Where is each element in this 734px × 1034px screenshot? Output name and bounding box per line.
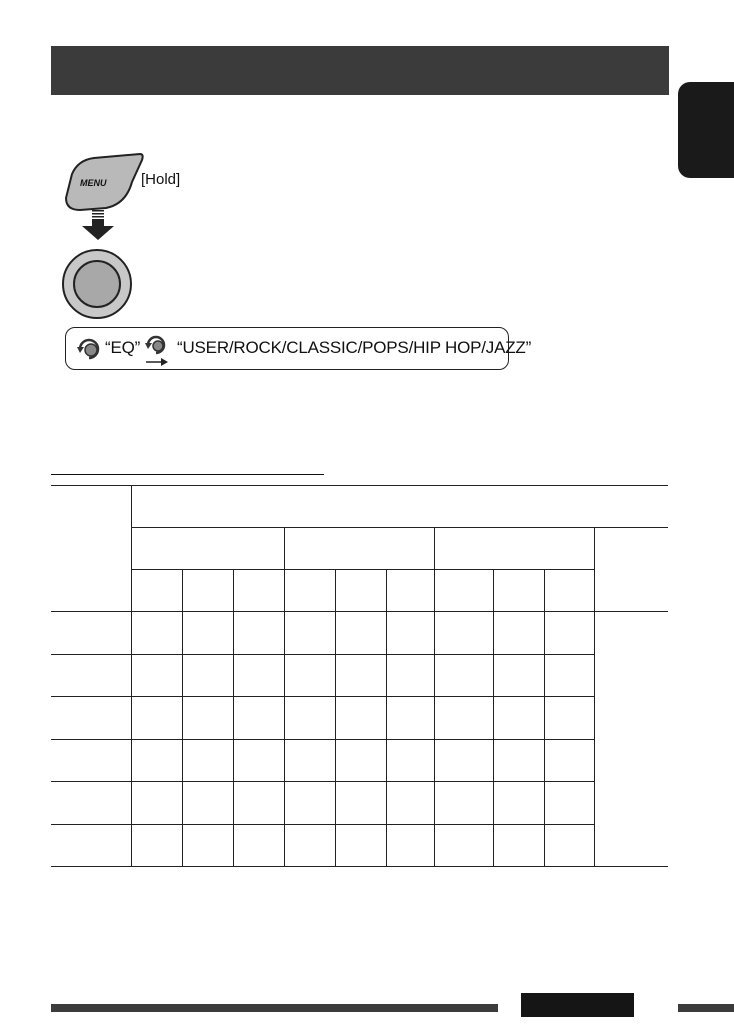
table-cell xyxy=(284,824,335,867)
table-cell xyxy=(131,739,182,782)
table-cell xyxy=(284,612,335,655)
table-header-cell xyxy=(131,528,284,570)
table-header-cell xyxy=(131,486,668,528)
table-cell xyxy=(544,824,594,867)
table-cell xyxy=(544,782,594,825)
table-cell xyxy=(434,612,493,655)
footer-rule-right xyxy=(678,1004,734,1012)
table-cell xyxy=(233,654,284,697)
table-cell xyxy=(131,697,182,740)
table-cell xyxy=(51,612,131,655)
page-number-box xyxy=(521,993,634,1017)
table-cell xyxy=(335,782,386,825)
table-cell xyxy=(335,739,386,782)
table-cell xyxy=(182,697,233,740)
table-cell xyxy=(131,782,182,825)
table-cell xyxy=(434,824,493,867)
hold-label: [Hold] xyxy=(141,171,181,188)
eq-modes-label: “USER/ROCK/CLASSIC/POPS/HIP HOP/JAZZ” xyxy=(177,338,532,357)
table-cell xyxy=(493,612,544,655)
table-header-row xyxy=(51,528,668,570)
table-header-cell xyxy=(284,570,335,612)
table-row xyxy=(51,782,668,825)
table-cell xyxy=(434,697,493,740)
table-cell xyxy=(493,739,544,782)
table-cell xyxy=(386,697,434,740)
table-cell xyxy=(51,782,131,825)
table-header-cell xyxy=(335,570,386,612)
table-header-cell xyxy=(544,570,594,612)
table-cell xyxy=(284,782,335,825)
table-row xyxy=(51,612,668,655)
table-cell xyxy=(51,739,131,782)
table-header-cell xyxy=(434,528,594,570)
table-cell xyxy=(544,654,594,697)
table-header-cell xyxy=(594,528,668,612)
menu-button-icon xyxy=(62,152,152,212)
table-cell xyxy=(335,824,386,867)
table-cell xyxy=(434,739,493,782)
table-header-cell xyxy=(434,570,493,612)
table-cell xyxy=(434,654,493,697)
table-cell xyxy=(182,824,233,867)
table-cell xyxy=(544,612,594,655)
table-header-cell xyxy=(131,570,182,612)
table-header-cell xyxy=(182,570,233,612)
table-cell xyxy=(233,739,284,782)
table-cell xyxy=(335,654,386,697)
table-cell xyxy=(233,612,284,655)
table-cell xyxy=(434,782,493,825)
table-cell xyxy=(493,824,544,867)
down-arrow-icon xyxy=(82,210,114,242)
rotate-dial-icon xyxy=(76,335,102,361)
table-header-cell xyxy=(284,528,434,570)
table-cell xyxy=(51,654,131,697)
table-cell xyxy=(544,697,594,740)
table-cell xyxy=(493,654,544,697)
section-header-bar xyxy=(51,46,669,95)
table-cell xyxy=(386,612,434,655)
table-cell xyxy=(51,824,131,867)
table-cell xyxy=(131,612,182,655)
table-header-cell xyxy=(233,570,284,612)
table-header-row xyxy=(51,570,668,612)
table-cell xyxy=(284,654,335,697)
table-cell xyxy=(131,824,182,867)
table-cell xyxy=(51,697,131,740)
table-cell xyxy=(233,697,284,740)
eq-selection-path xyxy=(65,327,532,370)
table-row xyxy=(51,654,668,697)
table-cell xyxy=(182,782,233,825)
table-cell xyxy=(386,782,434,825)
table-cell xyxy=(284,697,335,740)
table-cell xyxy=(493,782,544,825)
table-cell xyxy=(386,739,434,782)
table-cell xyxy=(233,782,284,825)
eq-settings-table xyxy=(51,485,668,867)
table-cell xyxy=(284,739,335,782)
table-cell xyxy=(131,654,182,697)
table-cell xyxy=(386,824,434,867)
language-side-tab xyxy=(678,82,734,178)
table-cell xyxy=(386,654,434,697)
table-cell xyxy=(544,739,594,782)
section-heading-rule xyxy=(51,474,324,475)
table-cell xyxy=(182,654,233,697)
table-cell xyxy=(493,697,544,740)
table-cell xyxy=(182,739,233,782)
table-header-cell xyxy=(51,486,131,612)
table-row xyxy=(51,739,668,782)
table-cell xyxy=(335,612,386,655)
eq-label: “EQ” xyxy=(105,338,141,357)
table-cell xyxy=(233,824,284,867)
table-row xyxy=(51,824,668,867)
table-header-cell xyxy=(493,570,544,612)
control-dial-icon xyxy=(61,248,133,320)
table-row xyxy=(51,697,668,740)
right-arrow-icon xyxy=(146,354,168,364)
table-header-row xyxy=(51,486,668,528)
table-cell xyxy=(335,697,386,740)
menu-button-label: MENU xyxy=(80,178,107,188)
footer-rule-left xyxy=(51,1004,498,1012)
table-cell xyxy=(594,612,668,867)
table-header-cell xyxy=(386,570,434,612)
table-cell xyxy=(182,612,233,655)
